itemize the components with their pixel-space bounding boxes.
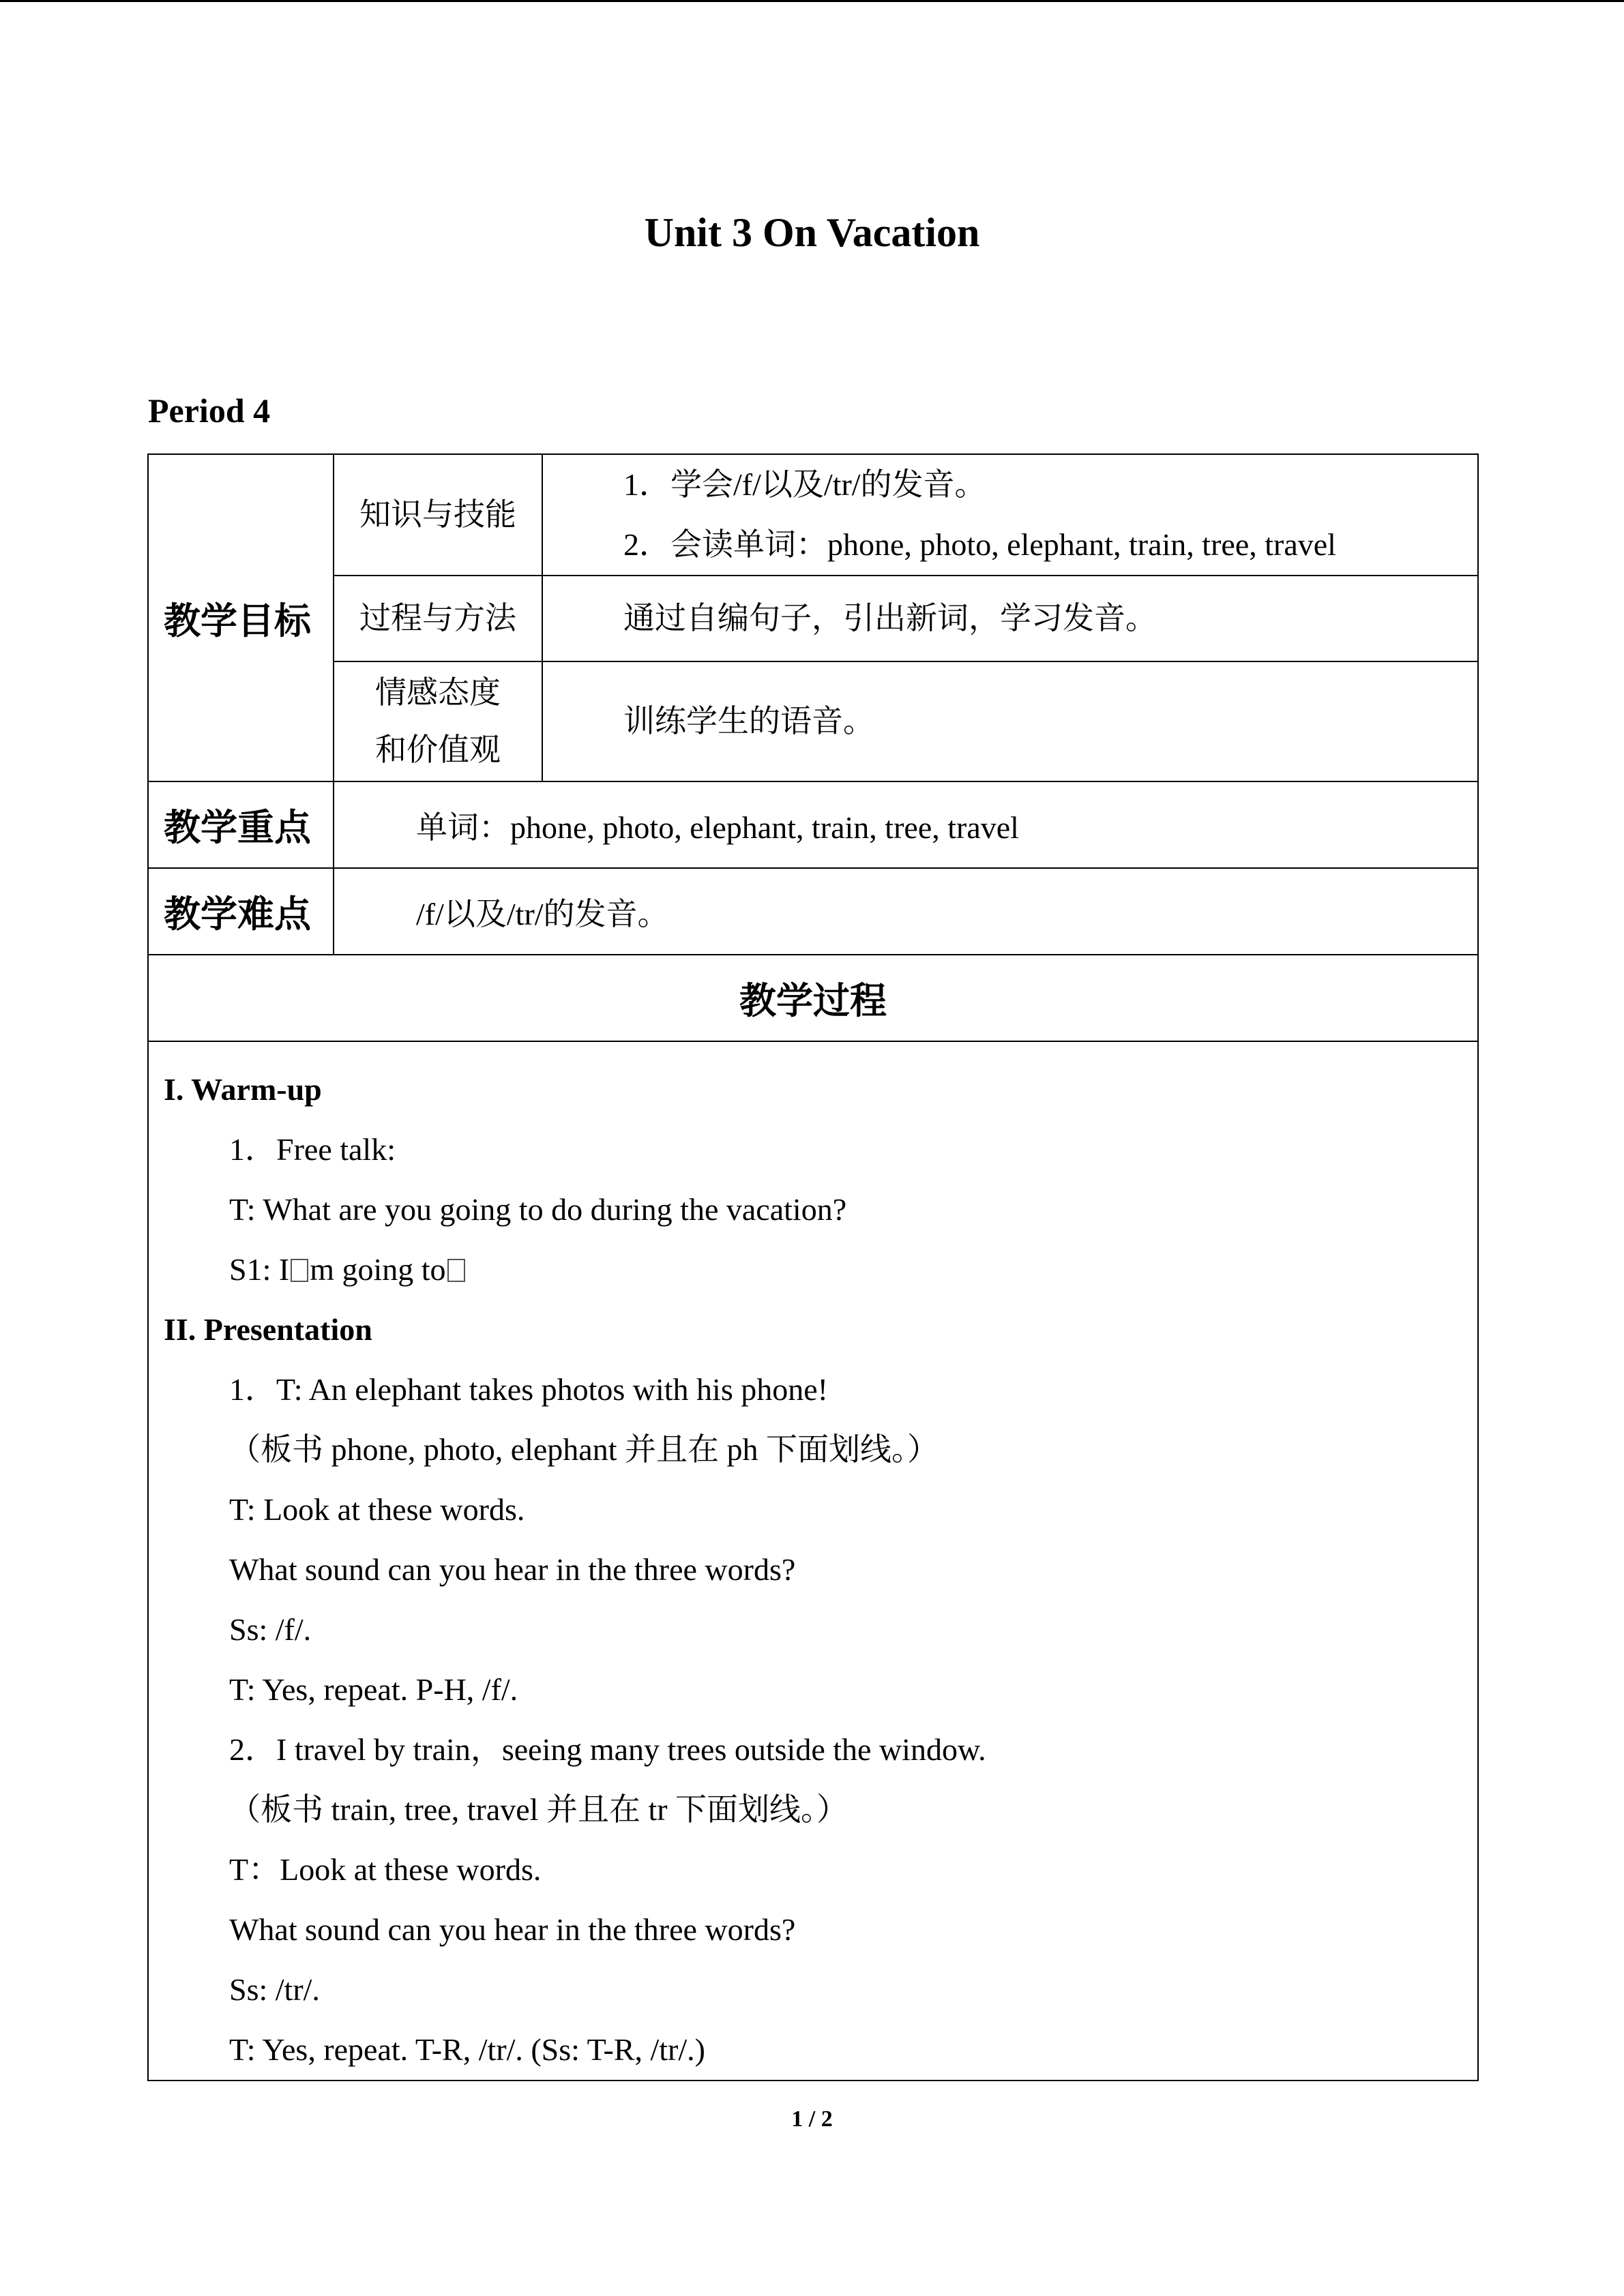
- presentation-line: What sound can you hear in the three words?: [229, 1552, 796, 1587]
- process-body: [148, 1041, 1478, 2081]
- warmup-line: T: What are you going to do during the vacation?: [229, 1192, 847, 1227]
- page-number: 1 / 2: [791, 2106, 833, 2132]
- difficulties-row: [148, 868, 1478, 955]
- objective-row-attitude: [148, 661, 1478, 781]
- document-title: Unit 3 On Vacation: [644, 210, 980, 255]
- presentation-line: 2．I travel by train，seeing many trees outside the window.: [229, 1732, 986, 1767]
- difficulties-label: 教学难点: [148, 868, 334, 955]
- period-heading: Period 4: [148, 391, 271, 430]
- objective-category-attitude: [334, 661, 542, 781]
- warmup-line-s1: [164, 1240, 1477, 1300]
- missing-glyph-box-icon: [447, 1259, 465, 1282]
- objective-line: 通过自编句子，引出新词，学习发音。: [623, 601, 1157, 636]
- process-header: 教学过程: [148, 955, 1478, 1041]
- presentation-heading: II. Presentation: [164, 1312, 372, 1347]
- objective-category-knowledge: [334, 454, 542, 576]
- presentation-line: Ss: /tr/.: [229, 1972, 320, 2007]
- objective-category-line: 情感态度: [375, 675, 501, 710]
- objective-line: 1．学会/f/以及/tr/的发音。: [623, 467, 986, 502]
- warmup-line: 1．Free talk:: [229, 1132, 396, 1167]
- difficulties-value: /f/以及/tr/的发音。: [334, 868, 1478, 955]
- presentation-line: T：Look at these words.: [229, 1852, 542, 1887]
- s1-text-start: S1: I: [229, 1252, 290, 1287]
- objective-category-line: 和价值观: [375, 732, 501, 767]
- key-points-value: 单词：phone, photo, elephant, train, tree, travel: [334, 781, 1478, 868]
- process-body-row: [148, 1041, 1478, 2081]
- key-points-row: [148, 781, 1478, 868]
- key-points-label: 教学重点: [148, 781, 334, 868]
- objective-content-knowledge: [542, 454, 1478, 576]
- objective-line: 训练学生的语音。: [623, 704, 874, 739]
- presentation-line: 1．T: An elephant takes photos with his phone!: [229, 1372, 828, 1407]
- presentation-line: （板书 train, tree, travel 并且在 tr 下面划线。）: [229, 1792, 848, 1827]
- objective-category-line: 过程与方法: [359, 601, 516, 636]
- s1-text-middle: m going to: [310, 1252, 446, 1287]
- presentation-line: What sound can you hear in the three words?: [229, 1912, 796, 1947]
- presentation-line: （板书 phone, photo, elephant 并且在 ph 下面划线。）: [229, 1432, 939, 1467]
- objective-content-process: [542, 576, 1478, 661]
- objective-row-process: [148, 576, 1478, 661]
- process-header-row: [148, 955, 1478, 1041]
- lesson-plan-table: [147, 453, 1479, 2081]
- presentation-line: T: Yes, repeat. T-R, /tr/. (Ss: T-R, /tr/.): [229, 2032, 705, 2067]
- presentation-line: T: Look at these words.: [229, 1492, 525, 1527]
- objective-category-line: 知识与技能: [359, 497, 516, 532]
- objective-line: 2．会读单词：phone, photo, elephant, train, tree, travel: [623, 527, 1336, 562]
- objectives-label: 教学目标: [148, 454, 334, 781]
- warmup-heading: I. Warm-up: [164, 1072, 322, 1107]
- missing-glyph-box-icon: [291, 1259, 308, 1282]
- presentation-line: Ss: /f/.: [229, 1612, 312, 1647]
- objective-content-attitude: [542, 661, 1478, 781]
- objective-row-knowledge: [148, 454, 1478, 576]
- objective-category-process: [334, 576, 542, 661]
- presentation-line: T: Yes, repeat. P-H, /f/.: [229, 1672, 518, 1707]
